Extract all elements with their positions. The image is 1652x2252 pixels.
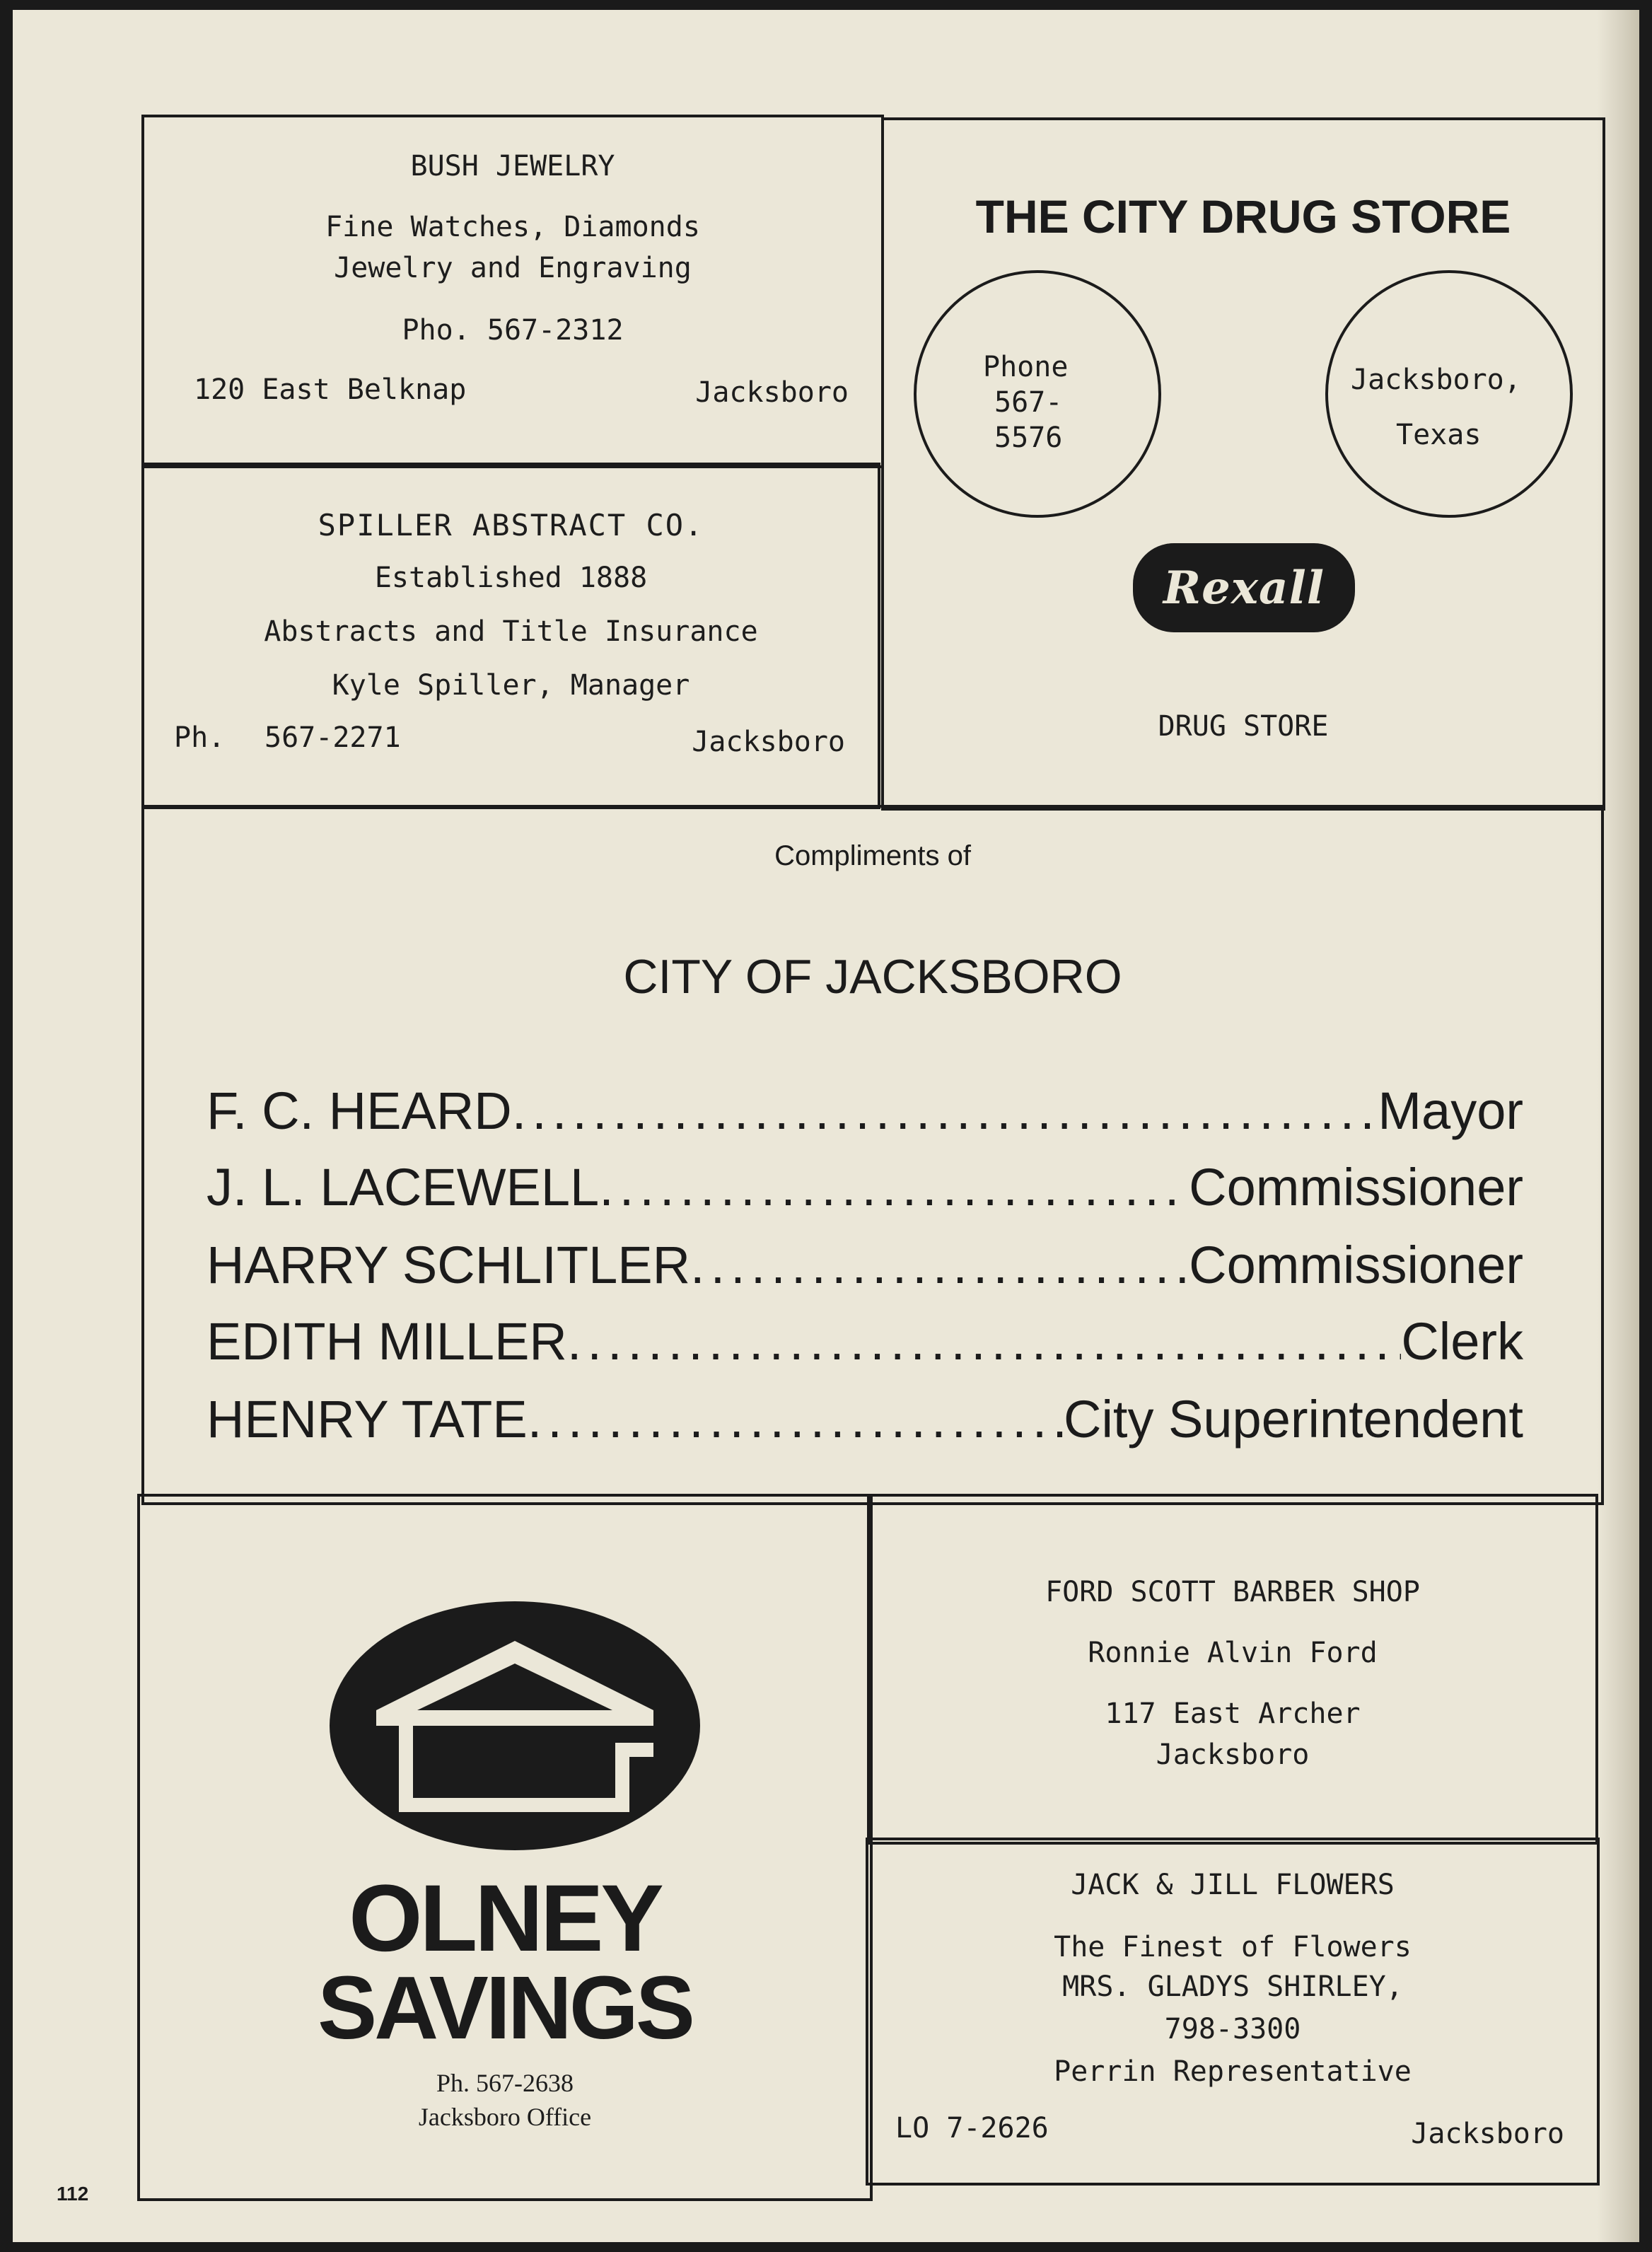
olney-office: Jacksboro Office	[418, 2103, 592, 2131]
official-name: HENRY TATE	[206, 1390, 528, 1449]
drug-phone-circle	[914, 270, 1161, 518]
jack-tagline: The Finest of Flowers	[1054, 1931, 1412, 1963]
jack-town: Jacksboro	[1411, 2118, 1564, 2150]
leader-dots	[567, 1311, 1401, 1371]
drug-state: Texas	[1396, 419, 1482, 451]
ad-city-drug-store	[881, 117, 1605, 811]
drug-phone-label: Phone	[983, 351, 1069, 383]
spiller-service: Abstracts and Title Insurance	[264, 615, 758, 648]
ford-address: 117 East Archer	[1105, 1697, 1361, 1730]
leader-dots	[512, 1081, 1378, 1141]
drug-footer: DRUG STORE	[1158, 710, 1329, 743]
bush-phone: Pho. 567-2312	[402, 314, 624, 347]
page-number: 112	[57, 2183, 89, 2205]
bush-line1: Fine Watches, Diamonds	[325, 211, 700, 243]
drug-phone-part1: 567-	[994, 386, 1063, 419]
official-name: F. C. HEARD	[206, 1081, 512, 1140]
olney-phone: Ph. 567-2638	[436, 2069, 574, 2097]
spiller-phone: 567-2271	[264, 721, 401, 754]
bush-line2: Jewelry and Engraving	[334, 252, 692, 284]
drug-city: Jacksboro,	[1351, 364, 1521, 396]
bush-town: Jacksboro	[695, 376, 849, 409]
jack-name: JACK & JILL FLOWERS	[1071, 1869, 1395, 1901]
spiller-phone-label: Ph.	[174, 721, 226, 754]
jack-role: Perrin Representative	[1054, 2055, 1412, 2088]
drug-name: THE CITY DRUG STORE	[975, 190, 1511, 243]
official-name: HARRY SCHLITLER	[206, 1236, 691, 1294]
ad-spiller-abstract	[141, 463, 880, 809]
ford-name: FORD SCOTT BARBER SHOP	[1045, 1576, 1420, 1608]
jack-owner: MRS. GLADYS SHIRLEY,	[1062, 1970, 1403, 2003]
city-title: CITY OF JACKSBORO	[623, 950, 1122, 1004]
official-name: EDITH MILLER	[206, 1312, 567, 1371]
official-title: Clerk	[1401, 1312, 1523, 1371]
city-compliments: Compliments of	[774, 840, 971, 871]
bush-name: BUSH JEWELRY	[410, 150, 615, 182]
jack-local-phone: LO 7-2626	[895, 2112, 1049, 2144]
official-row	[206, 1311, 1523, 1375]
leader-dots	[599, 1157, 1189, 1217]
ad-ford-scott-barber	[867, 1494, 1598, 1845]
official-row	[206, 1235, 1523, 1299]
official-title: City Superintendent	[1064, 1390, 1523, 1449]
leader-dots	[528, 1389, 1064, 1449]
spiller-established: Established 1888	[374, 562, 648, 594]
spiller-town: Jacksboro	[692, 726, 845, 758]
rexall-logo-text: Rexall	[1163, 561, 1325, 615]
official-title: Commissioner	[1189, 1236, 1523, 1294]
spiller-manager: Kyle Spiller, Manager	[332, 669, 690, 702]
jack-phone: 798-3300	[1164, 2013, 1301, 2045]
bush-address: 120 East Belknap	[194, 373, 467, 406]
drug-location-circle	[1325, 270, 1573, 518]
official-title: Mayor	[1378, 1081, 1523, 1140]
savings-word: SAVINGS	[318, 1958, 692, 2057]
olney-word: OLNEY	[349, 1866, 661, 1971]
leader-dots	[690, 1235, 1189, 1295]
drug-phone-part2: 5576	[994, 422, 1063, 454]
official-row	[206, 1389, 1523, 1453]
ford-town: Jacksboro	[1156, 1739, 1310, 1771]
official-name: J. L. LACEWELL	[206, 1158, 600, 1217]
ad-bush-jewelry	[141, 115, 884, 468]
spiller-name: SPILLER ABSTRACT CO.	[318, 508, 704, 542]
ford-owner: Ronnie Alvin Ford	[1088, 1637, 1378, 1669]
official-title: Commissioner	[1189, 1158, 1523, 1217]
yearbook-page	[13, 10, 1639, 2242]
olney-house-logo	[330, 1601, 700, 1850]
ad-city-of-jacksboro	[141, 805, 1604, 1505]
official-row	[206, 1081, 1523, 1144]
rexall-logo	[1133, 543, 1355, 632]
ad-olney-savings	[137, 1494, 873, 2201]
ad-jack-jill-flowers	[866, 1838, 1600, 2186]
official-row	[206, 1157, 1523, 1221]
